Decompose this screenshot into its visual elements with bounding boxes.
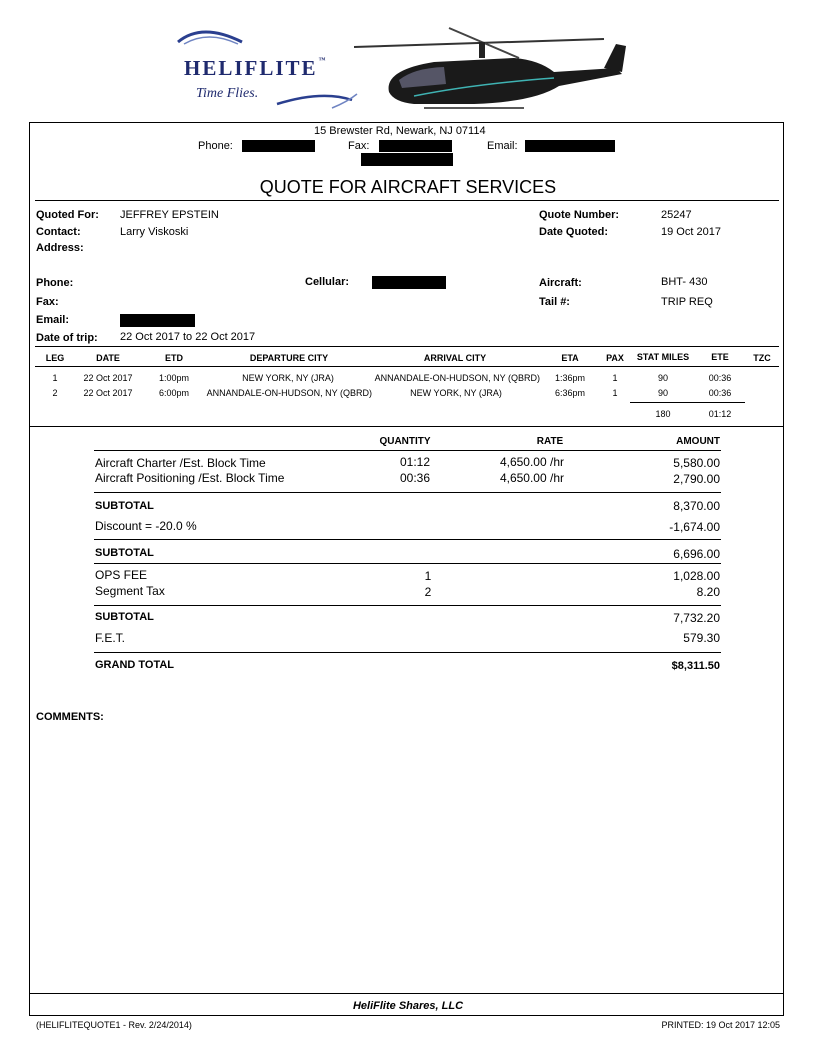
redacted-fax — [379, 140, 452, 152]
leg-miles: 90 — [657, 373, 668, 383]
redacted-phone — [242, 140, 315, 152]
col-leg: LEG — [45, 353, 65, 363]
fee-amount: 1,028.00 — [673, 569, 720, 583]
charges-header-border — [94, 450, 721, 451]
aircraft-label: Aircraft: — [539, 277, 582, 289]
legs-header-border — [35, 366, 779, 367]
charge-amount: 5,580.00 — [673, 456, 720, 470]
cellular-label: Cellular: — [305, 276, 350, 288]
leg-ete: 00:36 — [708, 388, 732, 398]
title-divider — [35, 200, 779, 201]
footer-form-id: (HELIFLITEQUOTE1 - Rev. 2/24/2014) — [36, 1020, 192, 1030]
contact-label: Contact: — [36, 226, 81, 238]
company-address: 15 Brewster Rd, Newark, NJ 07114 — [314, 125, 486, 137]
col-etd: ETD — [165, 353, 183, 363]
brand-tagline: Time Flies. — [196, 86, 259, 101]
footer-printed: PRINTED: 19 Oct 2017 12:05 — [661, 1020, 780, 1030]
quoted-for-value: JEFFREY EPSTEIN — [120, 209, 219, 221]
tail-value: TRIP REQ — [661, 296, 713, 308]
subtotal2-label: SUBTOTAL — [95, 547, 154, 559]
fee-desc: OPS FEE — [95, 568, 148, 582]
charge-qty: 00:36 — [399, 471, 431, 485]
col-ete: ETE — [711, 352, 729, 362]
leg-etd: 1:00pm — [158, 373, 190, 383]
charge-qty: 01:12 — [399, 455, 431, 469]
grand-total-label: GRAND TOTAL — [95, 659, 175, 671]
col-tzc: TZC — [753, 353, 771, 363]
col-eta: ETA — [561, 353, 579, 363]
date-quoted-value: 19 Oct 2017 — [661, 226, 721, 238]
client-email-label: Email: — [36, 314, 70, 326]
page-title: QUOTE FOR AIRCRAFT SERVICES — [259, 177, 557, 197]
company-email-label: Email: — [487, 140, 518, 152]
leg-date: 22 Oct 2017 — [83, 388, 133, 398]
date-of-trip-label: Date of trip: — [36, 332, 98, 344]
leg-departure: NEW YORK, NY (JRA) — [242, 373, 334, 383]
col-arrival: ARRIVAL CITY — [423, 353, 487, 363]
client-fax-label: Fax: — [36, 296, 59, 308]
redacted-cellular — [372, 276, 446, 289]
fet-label: F.E.T. — [95, 631, 126, 645]
date-of-trip-value: 22 Oct 2017 to 22 Oct 2017 — [120, 331, 256, 343]
charge-amount: 2,790.00 — [673, 472, 720, 486]
leg-number: 2 — [52, 388, 58, 398]
company-phone-label: Phone: — [198, 140, 233, 152]
leg-eta: 1:36pm — [554, 373, 586, 383]
charge-rate: 4,650.00 /hr — [499, 455, 564, 469]
brand-name: HELIFLITE™ — [184, 56, 328, 80]
subtotal1-label: SUBTOTAL — [95, 500, 154, 512]
section-divider — [29, 426, 784, 427]
col-miles: STAT MILES — [636, 352, 690, 362]
comments-label: COMMENTS: — [36, 711, 104, 723]
client-phone-label: Phone: — [36, 277, 74, 289]
helicopter-icon — [354, 22, 642, 114]
charge-desc: Aircraft Positioning /Est. Block Time — [95, 471, 285, 485]
subtotal1-value: 8,370.00 — [673, 499, 720, 513]
fees-border — [94, 563, 721, 564]
subtotal3-label: SUBTOTAL — [95, 611, 154, 623]
subtotal2-border — [94, 539, 721, 540]
leg-eta: 6:36pm — [554, 388, 586, 398]
leg-miles: 90 — [657, 388, 668, 398]
col-departure: DEPARTURE CITY — [249, 353, 329, 363]
fet-value: 579.30 — [683, 631, 720, 645]
discount-value: -1,674.00 — [669, 520, 720, 534]
address-label: Address: — [36, 242, 84, 254]
leg-number: 1 — [52, 373, 58, 383]
fee-qty: 1 — [424, 569, 432, 583]
leg-etd: 6:00pm — [158, 388, 190, 398]
redacted-contact-extra — [361, 153, 453, 166]
redacted-email — [525, 140, 615, 152]
redacted-client-email — [120, 314, 195, 327]
company-fax-label: Fax: — [348, 140, 370, 152]
grand-total-value: $8,311.50 — [671, 660, 720, 672]
quoted-for-label: Quoted For: — [36, 209, 99, 221]
leg-arrival: NEW YORK, NY (JRA) — [410, 388, 502, 398]
subtotal3-border — [94, 605, 721, 606]
aircraft-value: BHT- 430 — [661, 276, 708, 288]
leg-pax: 1 — [612, 388, 618, 398]
subtotal1-border — [94, 492, 721, 493]
charge-desc: Aircraft Charter /Est. Block Time — [95, 456, 266, 470]
leg-pax: 1 — [612, 373, 618, 383]
fee-desc: Segment Tax — [95, 584, 165, 598]
charges-col-amount: AMOUNT — [676, 436, 720, 447]
leg-departure: ANNANDALE-ON-HUDSON, NY (QBRD) — [206, 388, 372, 398]
tagline-swoosh-icon — [272, 80, 362, 110]
leg-ete: 00:36 — [708, 373, 732, 383]
total-miles: 180 — [655, 409, 671, 419]
grand-total-border — [94, 652, 721, 653]
quote-number-value: 25247 — [661, 209, 692, 221]
fee-amount: 8.20 — [696, 585, 720, 599]
company-logo — [172, 22, 642, 114]
charges-col-quantity: QUANTITY — [379, 436, 431, 447]
charges-col-rate: RATE — [536, 436, 564, 447]
subtotal3-value: 7,732.20 — [673, 611, 720, 625]
tail-label: Tail #: — [539, 296, 570, 308]
col-pax: PAX — [606, 353, 624, 363]
leg-date: 22 Oct 2017 — [83, 373, 133, 383]
footer-divider — [29, 993, 784, 994]
date-quoted-label: Date Quoted: — [539, 226, 609, 238]
legs-total-divider — [630, 402, 745, 403]
legs-top-border — [35, 346, 779, 347]
subtotal2-value: 6,696.00 — [673, 547, 720, 561]
contact-value: Larry Viskoski — [120, 226, 189, 238]
leg-arrival: ANNANDALE-ON-HUDSON, NY (QBRD) — [374, 373, 540, 383]
fee-qty: 2 — [424, 585, 432, 599]
total-ete: 01:12 — [708, 409, 732, 419]
discount-label: Discount = -20.0 % — [95, 519, 197, 533]
footer-company: HeliFlite Shares, LLC — [352, 1000, 464, 1012]
charge-rate: 4,650.00 /hr — [499, 471, 564, 485]
col-date: DATE — [96, 353, 120, 363]
quote-number-label: Quote Number: — [539, 209, 620, 221]
